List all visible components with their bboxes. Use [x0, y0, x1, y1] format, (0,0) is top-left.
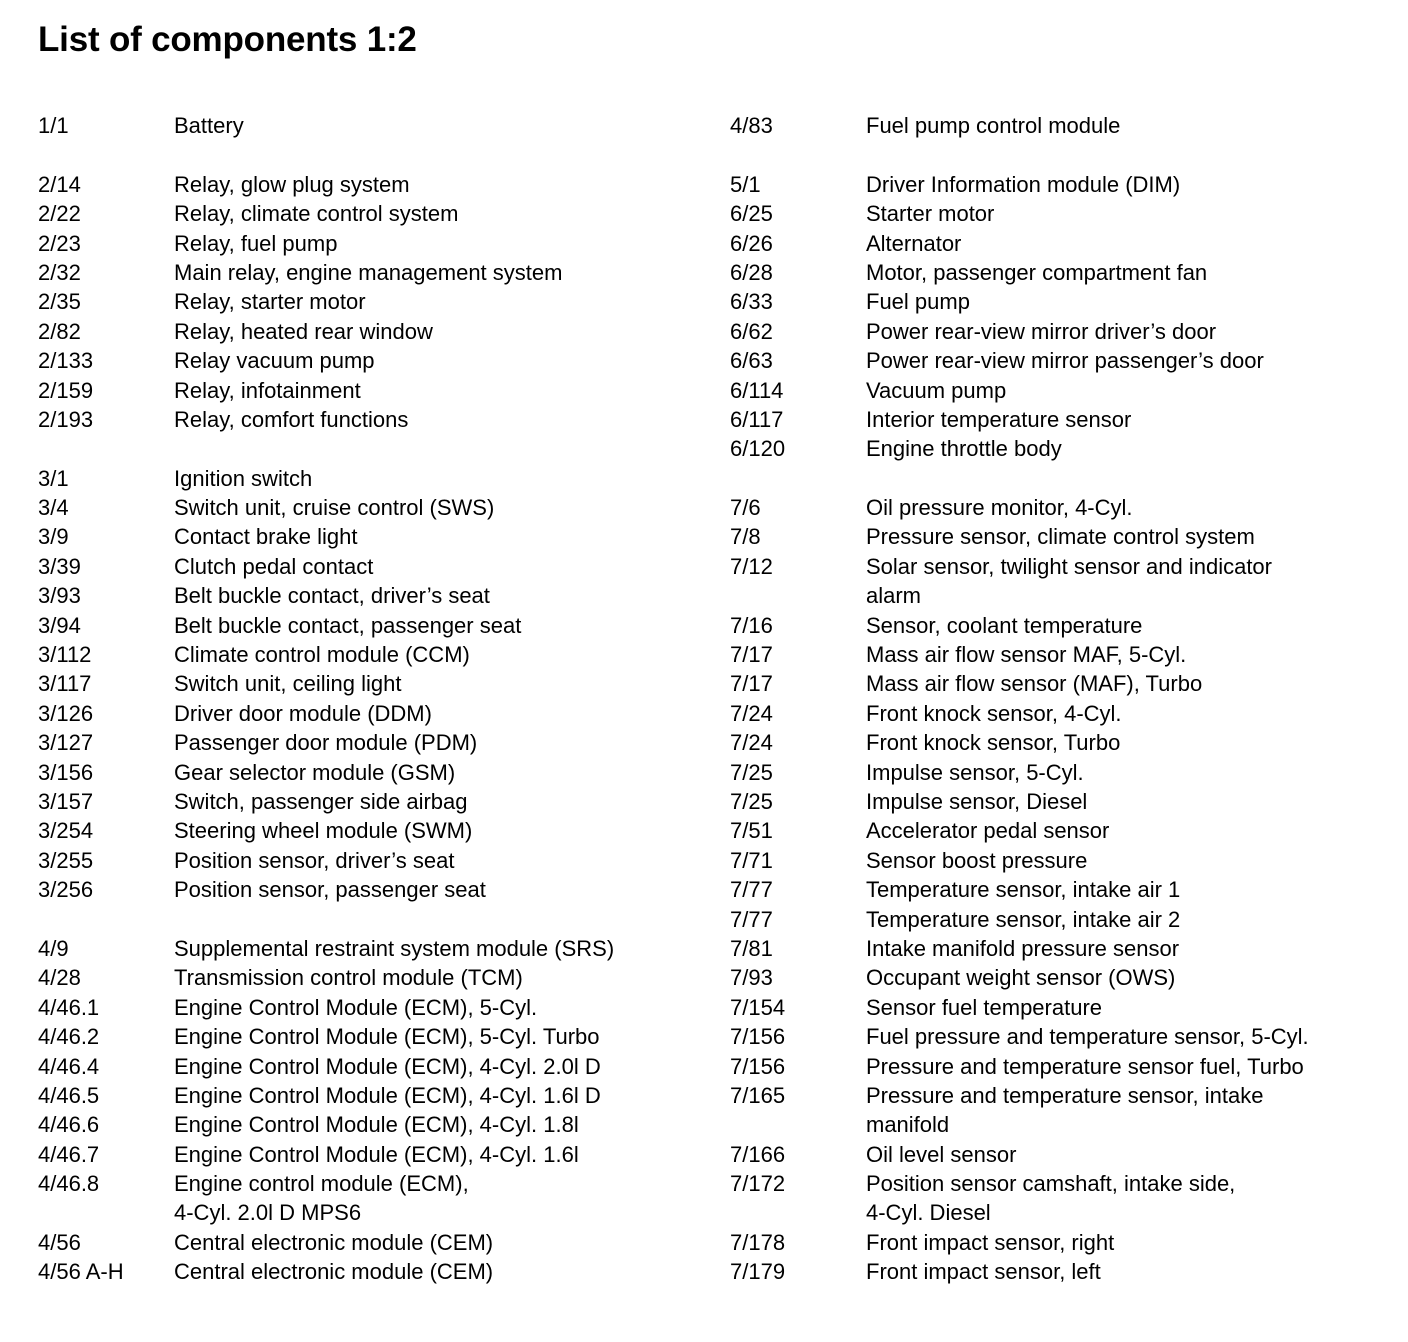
component-code: 3/255	[38, 847, 94, 873]
component-row	[730, 640, 1390, 669]
component-row	[730, 376, 1390, 405]
component-code: 3/127	[38, 730, 94, 756]
component-code: 3/1	[38, 465, 69, 491]
component-row	[38, 1081, 718, 1110]
component-row	[38, 1198, 718, 1227]
component-row	[38, 376, 718, 405]
component-row	[38, 258, 718, 287]
component-code: 3/9	[38, 524, 69, 550]
component-row	[38, 728, 718, 757]
component-description: Accelerator pedal sensor	[866, 818, 1110, 844]
component-row	[730, 963, 1390, 992]
component-code: 4/9	[38, 935, 69, 961]
component-code: 6/26	[730, 230, 773, 256]
component-description: Occupant weight sensor (OWS)	[866, 965, 1176, 991]
component-row	[730, 993, 1390, 1022]
component-row	[38, 522, 718, 551]
component-code: 7/12	[730, 553, 773, 579]
component-code: 7/93	[730, 965, 773, 991]
component-row	[38, 846, 718, 875]
spacer-row	[38, 140, 718, 169]
component-code: 4/46.7	[38, 1141, 100, 1167]
component-row	[730, 1052, 1390, 1081]
component-code: 7/179	[730, 1259, 786, 1285]
component-code: 7/156	[730, 1053, 786, 1079]
component-description: Power rear-view mirror passenger’s door	[866, 348, 1264, 374]
component-description: Sensor fuel temperature	[866, 994, 1103, 1020]
component-code: 7/71	[730, 847, 773, 873]
component-description: Switch unit, cruise control (SWS)	[174, 495, 495, 521]
component-row	[38, 875, 718, 904]
component-description: Belt buckle contact, driver’s seat	[174, 583, 490, 609]
component-code: 6/25	[730, 201, 773, 227]
spacer-row	[730, 464, 1390, 493]
component-code: 6/62	[730, 318, 773, 344]
component-row	[730, 1169, 1390, 1198]
component-code: 2/14	[38, 171, 81, 197]
component-description: Relay vacuum pump	[174, 348, 375, 374]
component-code: 4/56 A-H	[38, 1259, 124, 1285]
component-row	[730, 1081, 1390, 1110]
component-row	[38, 611, 718, 640]
component-row	[38, 1052, 718, 1081]
component-description: Battery	[174, 113, 244, 138]
component-row	[730, 493, 1390, 522]
left-component-column	[38, 111, 718, 1287]
component-code: 3/157	[38, 788, 94, 814]
component-description: Sensor, coolant temperature	[866, 612, 1143, 638]
component-code: 2/35	[38, 289, 81, 315]
component-description: Temperature sensor, intake air 1	[866, 877, 1181, 903]
component-row	[730, 229, 1390, 258]
component-description: Mass air flow sensor MAF, 5-Cyl.	[866, 642, 1187, 668]
component-description: Belt buckle contact, passenger seat	[174, 612, 522, 638]
component-description: Relay, heated rear window	[174, 318, 433, 344]
component-code: 7/165	[730, 1082, 786, 1108]
component-description: Engine throttle body	[866, 436, 1062, 462]
component-description: Relay, infotainment	[174, 377, 361, 403]
component-code: 7/81	[730, 935, 773, 961]
component-row	[38, 787, 718, 816]
component-description: Gear selector module (GSM)	[174, 759, 456, 785]
component-description: Position sensor, driver’s seat	[174, 847, 455, 873]
component-code: 6/114	[730, 377, 784, 403]
component-code: 7/172	[730, 1171, 786, 1197]
component-row	[38, 199, 718, 228]
page-title: List of components 1:2	[38, 20, 417, 59]
component-row	[730, 1228, 1390, 1257]
component-row	[730, 199, 1390, 228]
component-description: Starter motor	[866, 201, 995, 227]
component-row	[730, 111, 1390, 140]
component-row	[38, 464, 718, 493]
component-row	[38, 1022, 718, 1051]
component-row	[730, 434, 1390, 463]
component-description: Motor, passenger compartment fan	[866, 259, 1208, 285]
component-code: 7/24	[730, 700, 773, 726]
component-description: Pressure sensor, climate control system	[866, 524, 1255, 550]
component-row	[730, 905, 1390, 934]
component-row	[38, 1140, 718, 1169]
component-code: 7/154	[730, 994, 786, 1020]
component-row	[38, 993, 718, 1022]
component-code: 2/159	[38, 377, 94, 403]
component-row	[38, 699, 718, 728]
component-description: Engine Control Module (ECM), 4-Cyl. 1.6l D	[174, 1082, 601, 1108]
component-code: 7/24	[730, 730, 773, 756]
component-description: Switch unit, ceiling light	[174, 671, 402, 697]
component-description: Supplemental restraint system module (SRS)	[174, 935, 615, 961]
component-description: Pressure and temperature sensor fuel, Turbo	[866, 1053, 1304, 1079]
component-description: Switch, passenger side airbag	[174, 788, 468, 814]
component-code: 3/93	[38, 583, 81, 609]
component-code: 3/254	[38, 818, 94, 844]
component-row	[38, 405, 718, 434]
component-description: Engine Control Module (ECM), 5-Cyl. Turbo	[174, 1024, 600, 1050]
component-code: 7/25	[730, 759, 773, 785]
component-description: Fuel pump	[866, 289, 970, 315]
component-code: 7/25	[730, 788, 773, 814]
component-row	[730, 581, 1390, 610]
component-description: Relay, glow plug system	[174, 171, 410, 197]
component-description: alarm	[866, 583, 922, 609]
component-code: 7/17	[730, 671, 773, 697]
component-row	[38, 111, 718, 140]
component-code: 7/16	[730, 612, 773, 638]
component-code: 4/46.1	[38, 994, 100, 1020]
component-row	[730, 846, 1390, 875]
component-description: Engine Control Module (ECM), 5-Cyl.	[174, 994, 538, 1020]
component-description: Temperature sensor, intake air 2	[866, 906, 1181, 932]
component-code: 3/256	[38, 877, 94, 903]
component-description: manifold	[866, 1112, 950, 1138]
component-code: 6/117	[730, 406, 784, 432]
component-row	[730, 405, 1390, 434]
component-code: 4/46.4	[38, 1053, 100, 1079]
component-description: Relay, climate control system	[174, 201, 459, 227]
component-code: 4/56	[38, 1229, 81, 1255]
component-code: 7/51	[730, 818, 773, 844]
component-description: Driver door module (DDM)	[174, 700, 432, 726]
component-description: Sensor boost pressure	[866, 847, 1088, 873]
component-description: Vacuum pump	[866, 377, 1007, 403]
component-code: 2/133	[38, 348, 94, 374]
component-code: 7/166	[730, 1141, 786, 1167]
component-code: 7/17	[730, 642, 773, 668]
component-description: Alternator	[866, 230, 962, 256]
component-row	[38, 1257, 718, 1286]
component-row	[730, 1198, 1390, 1227]
component-description: Relay, starter motor	[174, 289, 366, 315]
component-row	[38, 669, 718, 698]
component-code: 7/156	[730, 1024, 786, 1050]
component-description: Position sensor camshaft, intake side,	[866, 1171, 1236, 1197]
spacer-row	[38, 434, 718, 463]
component-row	[730, 875, 1390, 904]
component-code: 2/32	[38, 259, 81, 285]
component-row	[730, 1110, 1390, 1139]
component-row	[730, 1257, 1390, 1286]
component-code: 3/126	[38, 700, 94, 726]
component-code: 2/193	[38, 406, 94, 432]
component-description: Position sensor, passenger seat	[174, 877, 486, 903]
component-code: 4/46.2	[38, 1024, 100, 1050]
component-description: Front knock sensor, Turbo	[866, 730, 1121, 756]
component-code: 6/33	[730, 289, 773, 315]
component-row	[730, 699, 1390, 728]
component-row	[730, 258, 1390, 287]
component-row	[730, 787, 1390, 816]
component-code: 7/8	[730, 524, 761, 550]
component-description: Steering wheel module (SWM)	[174, 818, 473, 844]
component-code: 3/117	[38, 671, 92, 697]
component-row	[38, 1228, 718, 1257]
component-code: 4/28	[38, 965, 81, 991]
component-description: Contact brake light	[174, 524, 358, 550]
component-code: 4/83	[730, 113, 773, 138]
component-code: 3/156	[38, 759, 94, 785]
component-description: Passenger door module (PDM)	[174, 730, 478, 756]
component-description: Oil pressure monitor, 4-Cyl.	[866, 495, 1133, 521]
component-code: 2/23	[38, 230, 81, 256]
spacer-row	[38, 905, 718, 934]
component-code: 6/120	[730, 436, 786, 462]
component-row	[730, 669, 1390, 698]
component-description: Intake manifold pressure sensor	[866, 935, 1180, 961]
component-description: 4-Cyl. 2.0l D MPS6	[174, 1200, 362, 1226]
component-row	[38, 493, 718, 522]
component-row	[730, 728, 1390, 757]
component-code: 5/1	[730, 171, 761, 197]
component-code: 3/112	[38, 642, 92, 668]
component-code: 4/46.5	[38, 1082, 100, 1108]
right-component-column	[730, 111, 1390, 1287]
component-code: 2/82	[38, 318, 81, 344]
spacer-row	[730, 140, 1390, 169]
component-code: 7/77	[730, 906, 773, 932]
component-description: Engine control module (ECM),	[174, 1171, 469, 1197]
component-row	[38, 1169, 718, 1198]
component-row	[38, 758, 718, 787]
component-description: Engine Control Module (ECM), 4-Cyl. 1.8l	[174, 1112, 579, 1138]
component-code: 4/46.6	[38, 1112, 100, 1138]
component-description: Central electronic module (CEM)	[174, 1259, 494, 1285]
component-code: 1/1	[38, 113, 69, 138]
component-description: Mass air flow sensor (MAF), Turbo	[866, 671, 1203, 697]
component-row	[38, 552, 718, 581]
component-row	[38, 640, 718, 669]
component-row	[730, 1022, 1390, 1051]
component-description: 4-Cyl. Diesel	[866, 1200, 991, 1226]
component-code: 4/46.8	[38, 1171, 100, 1197]
component-code: 6/28	[730, 259, 773, 285]
component-row	[730, 552, 1390, 581]
component-row	[38, 963, 718, 992]
component-description: Front impact sensor, left	[866, 1259, 1101, 1285]
component-description: Impulse sensor, Diesel	[866, 788, 1088, 814]
component-row	[730, 346, 1390, 375]
component-code: 3/94	[38, 612, 81, 638]
component-row	[38, 346, 718, 375]
component-description: Oil level sensor	[866, 1141, 1017, 1167]
component-description: Relay, fuel pump	[174, 230, 338, 256]
component-row	[38, 1110, 718, 1139]
component-description: Pressure and temperature sensor, intake	[866, 1082, 1264, 1108]
component-description: Fuel pressure and temperature sensor, 5-Cyl.	[866, 1024, 1309, 1050]
component-row	[38, 287, 718, 316]
component-description: Engine Control Module (ECM), 4-Cyl. 1.6l	[174, 1141, 579, 1167]
component-description: Driver Information module (DIM)	[866, 171, 1181, 197]
component-description: Front impact sensor, right	[866, 1229, 1115, 1255]
component-description: Power rear-view mirror driver’s door	[866, 318, 1217, 344]
component-description: Clutch pedal contact	[174, 553, 374, 579]
component-description: Central electronic module (CEM)	[174, 1229, 494, 1255]
component-row	[38, 816, 718, 845]
component-description: Fuel pump control module	[866, 113, 1121, 138]
component-code: 7/178	[730, 1229, 786, 1255]
component-description: Front knock sensor, 4-Cyl.	[866, 700, 1122, 726]
component-row	[730, 1140, 1390, 1169]
component-code: 3/39	[38, 553, 81, 579]
component-code: 2/22	[38, 201, 81, 227]
component-description: Relay, comfort functions	[174, 406, 409, 432]
component-row	[730, 758, 1390, 787]
component-row	[730, 522, 1390, 551]
component-row	[38, 229, 718, 258]
component-description: Interior temperature sensor	[866, 406, 1132, 432]
component-description: Climate control module (CCM)	[174, 642, 470, 668]
component-row	[730, 317, 1390, 346]
component-code: 7/6	[730, 495, 761, 521]
component-code: 7/77	[730, 877, 773, 903]
component-row	[730, 287, 1390, 316]
component-row	[730, 816, 1390, 845]
component-description: Solar sensor, twilight sensor and indicator	[866, 553, 1272, 579]
component-code: 3/4	[38, 495, 69, 521]
component-description: Ignition switch	[174, 465, 313, 491]
component-row	[38, 934, 718, 963]
component-row	[38, 581, 718, 610]
component-description: Engine Control Module (ECM), 4-Cyl. 2.0l D	[174, 1053, 601, 1079]
component-row	[730, 934, 1390, 963]
component-row	[38, 317, 718, 346]
component-code: 6/63	[730, 348, 773, 374]
component-row	[38, 170, 718, 199]
component-description: Impulse sensor, 5-Cyl.	[866, 759, 1084, 785]
component-description: Main relay, engine management system	[174, 259, 563, 285]
component-row	[730, 611, 1390, 640]
component-row	[730, 170, 1390, 199]
component-description: Transmission control module (TCM)	[174, 965, 523, 991]
